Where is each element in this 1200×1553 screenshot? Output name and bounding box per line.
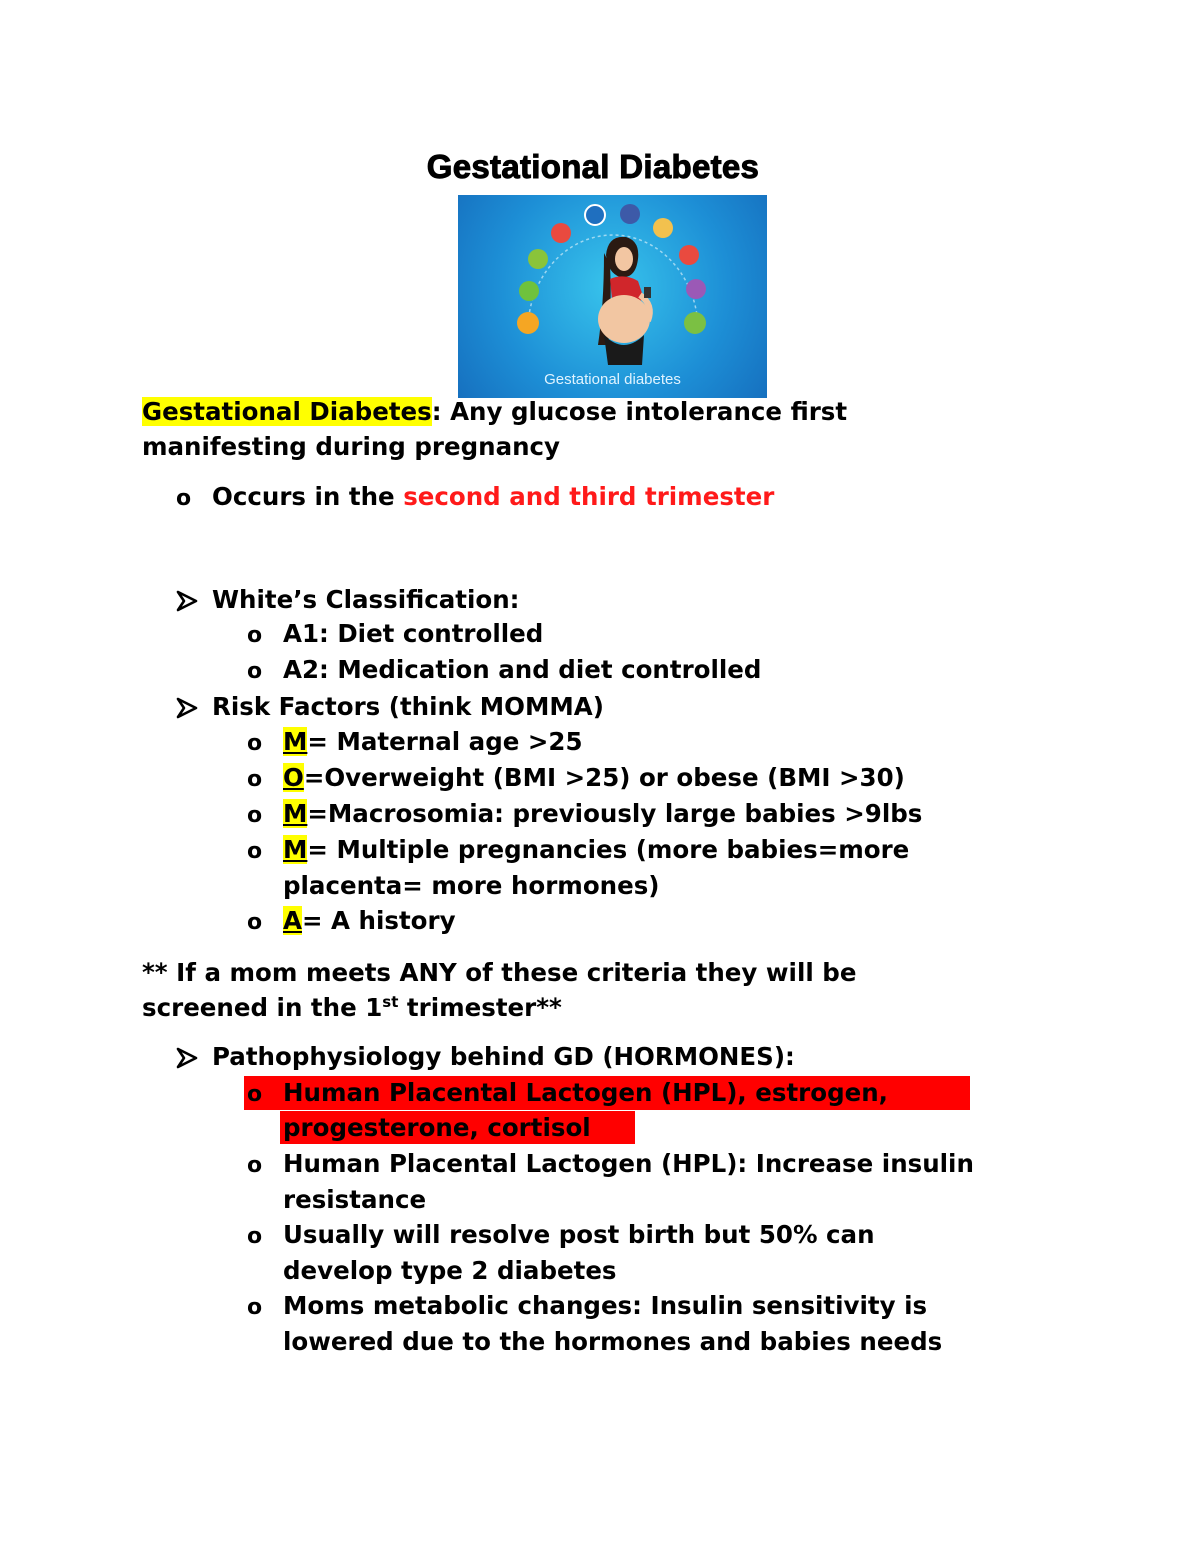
hero-illustration xyxy=(458,195,767,398)
circle-bullet-icon: o xyxy=(247,731,263,756)
momma-letter: M xyxy=(283,727,308,756)
whites-item: A1: Diet controlled xyxy=(283,619,544,648)
circle-bullet-icon: o xyxy=(247,659,263,684)
patho-item: Moms metabolic changes: Insulin sensitivity is xyxy=(283,1291,928,1320)
definition-term: Gestational Diabetes xyxy=(142,397,432,426)
screening-note-line-1: ** If a mom meets ANY of these criteria they will be xyxy=(142,958,857,987)
risk-item: O=Overweight (BMI >25) or obese (BMI >30) xyxy=(283,763,905,792)
momma-letter: M xyxy=(283,835,308,864)
circle-bullet-icon: o xyxy=(247,839,263,864)
circle-bullet-icon: o xyxy=(247,803,263,828)
woman-pregnant-illustration xyxy=(458,195,767,398)
patho-item: Human Placental Lactogen (HPL): Increase insulin xyxy=(283,1149,974,1178)
arrow-bullet-icon xyxy=(176,590,198,612)
hero-caption: Gestational diabetes xyxy=(544,371,681,388)
circle-bullet-icon: o xyxy=(247,623,263,648)
trimester-highlight: second and third trimester xyxy=(403,482,775,511)
patho-item-continuation: develop type 2 diabetes xyxy=(283,1256,617,1285)
occurs-item: Occurs in the second and third trimester xyxy=(212,482,775,511)
circle-bullet-icon: o xyxy=(247,1082,263,1107)
risk-item: A= A history xyxy=(283,906,456,935)
arrow-bullet-icon xyxy=(176,1047,198,1069)
arrow-bullet-icon xyxy=(176,697,198,719)
patho-heading: Pathophysiology behind GD (HORMONES): xyxy=(212,1042,795,1071)
definition-line-2: manifesting during pregnancy xyxy=(142,432,561,461)
patho-item: Human Placental Lactogen (HPL), estrogen, xyxy=(283,1078,888,1107)
circle-bullet-icon: o xyxy=(247,767,263,792)
definition-text: Any glucose intolerance first xyxy=(441,397,848,426)
circle-bullet-icon: o xyxy=(176,486,192,511)
whites-item: A2: Medication and diet controlled xyxy=(283,655,762,684)
risk-item: M= Multiple pregnancies (more babies=more xyxy=(283,835,910,864)
patho-item-continuation: lowered due to the hormones and babies needs xyxy=(283,1327,943,1356)
definition-line-1: Gestational Diabetes: Any glucose intolerance first xyxy=(142,397,848,426)
patho-item: Usually will resolve post birth but 50% can xyxy=(283,1220,875,1249)
page-title: Gestational Diabetes xyxy=(426,148,760,185)
patho-item-continuation: progesterone, cortisol xyxy=(283,1113,591,1142)
circle-bullet-icon: o xyxy=(247,1153,263,1178)
risk-heading: Risk Factors (think MOMMA) xyxy=(212,692,604,721)
momma-letter: A xyxy=(283,906,302,935)
circle-bullet-icon: o xyxy=(247,910,263,935)
risk-item: M= Maternal age >25 xyxy=(283,727,583,756)
momma-letter: O xyxy=(283,763,304,792)
circle-bullet-icon: o xyxy=(247,1224,263,1249)
momma-letter: M xyxy=(283,799,308,828)
whites-heading: White’s Classification: xyxy=(212,585,520,614)
patho-item-continuation: resistance xyxy=(283,1185,427,1214)
risk-item-continuation: placenta= more hormones) xyxy=(283,871,660,900)
circle-bullet-icon: o xyxy=(247,1295,263,1320)
screening-note-line-2: screened in the 1st trimester** xyxy=(142,992,562,1022)
risk-item: M=Macrosomia: previously large babies >9lbs xyxy=(283,799,923,828)
